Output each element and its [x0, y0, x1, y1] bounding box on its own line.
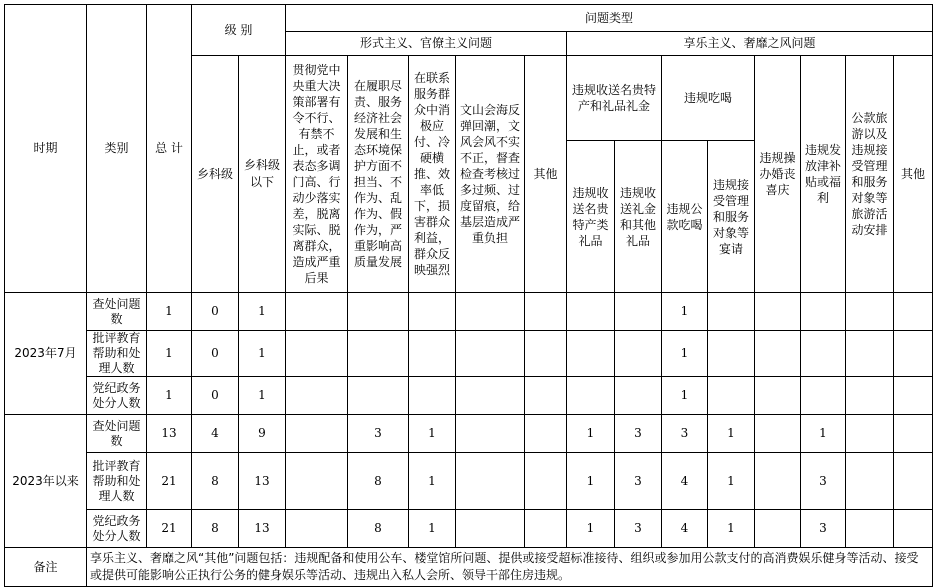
cell-total: 21	[147, 453, 192, 510]
header-subsidy: 违规发放津补贴或福利	[801, 56, 846, 293]
cell-dining-b: 1	[708, 510, 755, 548]
cell-f3: 1	[409, 453, 456, 510]
cell-f1	[286, 415, 348, 453]
header-formalism-other: 其他	[525, 56, 567, 293]
row-label: 批评教育帮助和处理人数	[87, 331, 147, 377]
cell-h-other	[894, 293, 933, 331]
cell-f2	[348, 293, 409, 331]
cell-gifts-b: 3	[615, 415, 662, 453]
row-label: 查处问题数	[87, 293, 147, 331]
header-travel: 公款旅游以及违规接受管理和服务对象等旅游活动安排	[846, 56, 894, 293]
cell-travel	[846, 415, 894, 453]
cell-total: 1	[147, 293, 192, 331]
cell-below: 13	[239, 510, 286, 548]
cell-dining-a: 1	[662, 293, 708, 331]
cell-dining-b	[708, 377, 755, 415]
cell-below: 1	[239, 377, 286, 415]
cell-dining-a: 4	[662, 510, 708, 548]
cell-h-other	[894, 377, 933, 415]
cell-gifts-b	[615, 331, 662, 377]
cell-f-other	[525, 415, 567, 453]
cell-subsidy	[801, 331, 846, 377]
report-sheet	[4, 4, 933, 587]
cell-travel	[846, 510, 894, 548]
header-problem-types: 问题类型	[286, 5, 933, 32]
cell-f1	[286, 510, 348, 548]
header-dining-public: 违规公款吃喝	[662, 141, 708, 293]
cell-travel	[846, 293, 894, 331]
header-below-township: 乡科级以下	[239, 56, 286, 293]
cell-below: 9	[239, 415, 286, 453]
cell-dining-a: 3	[662, 415, 708, 453]
cell-dining-b: 1	[708, 453, 755, 510]
cell-subsidy: 3	[801, 510, 846, 548]
row-label: 批评教育帮助和处理人数	[87, 453, 147, 510]
cell-f1	[286, 293, 348, 331]
cell-gifts-a: 1	[567, 510, 615, 548]
cell-dining-b: 1	[708, 415, 755, 453]
cell-f3: 1	[409, 510, 456, 548]
cell-subsidy	[801, 293, 846, 331]
period-cell: 2023年以来	[5, 415, 87, 548]
cell-wedding	[755, 510, 801, 548]
cell-f-other	[525, 377, 567, 415]
cell-subsidy: 1	[801, 415, 846, 453]
cell-f4	[456, 453, 525, 510]
cell-township: 0	[192, 293, 239, 331]
header-township-level: 乡科级	[192, 56, 239, 293]
header-wedding: 违规操办婚丧喜庆	[755, 56, 801, 293]
cell-f3	[409, 293, 456, 331]
cell-f1	[286, 453, 348, 510]
cell-f-other	[525, 293, 567, 331]
cell-total: 1	[147, 331, 192, 377]
header-gifts: 违规收送名贵特产和礼品礼金	[567, 56, 662, 141]
cell-f3	[409, 331, 456, 377]
cell-township: 8	[192, 453, 239, 510]
cell-gifts-b	[615, 377, 662, 415]
cell-wedding	[755, 331, 801, 377]
cell-f3	[409, 377, 456, 415]
cell-h-other	[894, 453, 933, 510]
note-label: 备注	[5, 548, 87, 587]
header-dining: 违规吃喝	[662, 56, 755, 141]
cell-gifts-a	[567, 377, 615, 415]
cell-gifts-a: 1	[567, 415, 615, 453]
cell-below: 1	[239, 331, 286, 377]
cell-township: 8	[192, 510, 239, 548]
header-category: 类别	[87, 5, 147, 293]
cell-f4	[456, 415, 525, 453]
cell-f-other	[525, 331, 567, 377]
cell-gifts-a	[567, 293, 615, 331]
cell-wedding	[755, 415, 801, 453]
cell-below: 13	[239, 453, 286, 510]
cell-dining-b	[708, 331, 755, 377]
cell-total: 1	[147, 377, 192, 415]
cell-f1	[286, 331, 348, 377]
header-gifts-specialty: 违规收送名贵特产类礼品	[567, 141, 615, 293]
cell-h-other	[894, 415, 933, 453]
cell-gifts-b: 3	[615, 453, 662, 510]
header-formalism-policy: 贯彻党中央重大决策部署有令不行、有禁不止，或者表态多调门高、行动少落实差，脱离实际、脱离群众，造成严重后果	[286, 56, 348, 293]
period-cell: 2023年7月	[5, 293, 87, 415]
cell-total: 13	[147, 415, 192, 453]
cell-wedding	[755, 453, 801, 510]
cell-f2: 3	[348, 415, 409, 453]
cell-dining-a: 4	[662, 453, 708, 510]
cell-dining-b	[708, 293, 755, 331]
cell-travel	[846, 377, 894, 415]
statistics-table	[4, 4, 933, 587]
cell-dining-a: 1	[662, 377, 708, 415]
cell-f-other	[525, 510, 567, 548]
cell-f2	[348, 331, 409, 377]
cell-f1	[286, 377, 348, 415]
cell-gifts-a: 1	[567, 453, 615, 510]
cell-gifts-b: 3	[615, 510, 662, 548]
header-hedonism-other: 其他	[894, 56, 933, 293]
cell-subsidy	[801, 377, 846, 415]
cell-total: 21	[147, 510, 192, 548]
header-gifts-cash: 违规收送礼金和其他礼品	[615, 141, 662, 293]
cell-f4	[456, 293, 525, 331]
cell-township: 0	[192, 377, 239, 415]
header-level: 级 别	[192, 5, 286, 56]
cell-travel	[846, 331, 894, 377]
cell-wedding	[755, 293, 801, 331]
header-hedonism: 享乐主义、奢靡之风问题	[567, 32, 933, 56]
cell-wedding	[755, 377, 801, 415]
cell-below: 1	[239, 293, 286, 331]
note-text: 享乐主义、奢靡之风“其他”问题包括：违规配备和使用公车、楼堂馆所问题、提供或接受超标准接待、组织或参加用公款支付的高消费娱乐健身等活动、接受或提供可能影响公正执行公务的健身娱乐等活动、违规出入私人会所、领导干部住房违规。	[87, 548, 933, 587]
header-formalism-duty: 在履职尽责、服务经济社会发展和生态环境保护方面不担当、不作为、乱作为、假作为，严重影响高质量发展	[348, 56, 409, 293]
cell-dining-a: 1	[662, 331, 708, 377]
row-label: 党纪政务处分人数	[87, 510, 147, 548]
row-label: 查处问题数	[87, 415, 147, 453]
header-formalism-meetings: 文山会海反弹回潮，文风会风不实不正，督查检查考核过多过频、过度留痕，给基层造成严重负担	[456, 56, 525, 293]
cell-f4	[456, 510, 525, 548]
header-total: 总 计	[147, 5, 192, 293]
cell-township: 0	[192, 331, 239, 377]
cell-f4	[456, 377, 525, 415]
cell-h-other	[894, 331, 933, 377]
cell-h-other	[894, 510, 933, 548]
cell-f2	[348, 377, 409, 415]
cell-f4	[456, 331, 525, 377]
cell-f3: 1	[409, 415, 456, 453]
header-period: 时期	[5, 5, 87, 293]
cell-subsidy: 3	[801, 453, 846, 510]
cell-f2: 8	[348, 453, 409, 510]
cell-gifts-b	[615, 293, 662, 331]
cell-travel	[846, 453, 894, 510]
header-dining-banquet: 违规接受管理和服务对象等宴请	[708, 141, 755, 293]
cell-f-other	[525, 453, 567, 510]
header-formalism-service: 在联系服务群众中消极应付、冷硬横推、效率低下，损害群众利益，群众反映强烈	[409, 56, 456, 293]
cell-gifts-a	[567, 331, 615, 377]
row-label: 党纪政务处分人数	[87, 377, 147, 415]
cell-f2: 8	[348, 510, 409, 548]
cell-township: 4	[192, 415, 239, 453]
header-formalism: 形式主义、官僚主义问题	[286, 32, 567, 56]
